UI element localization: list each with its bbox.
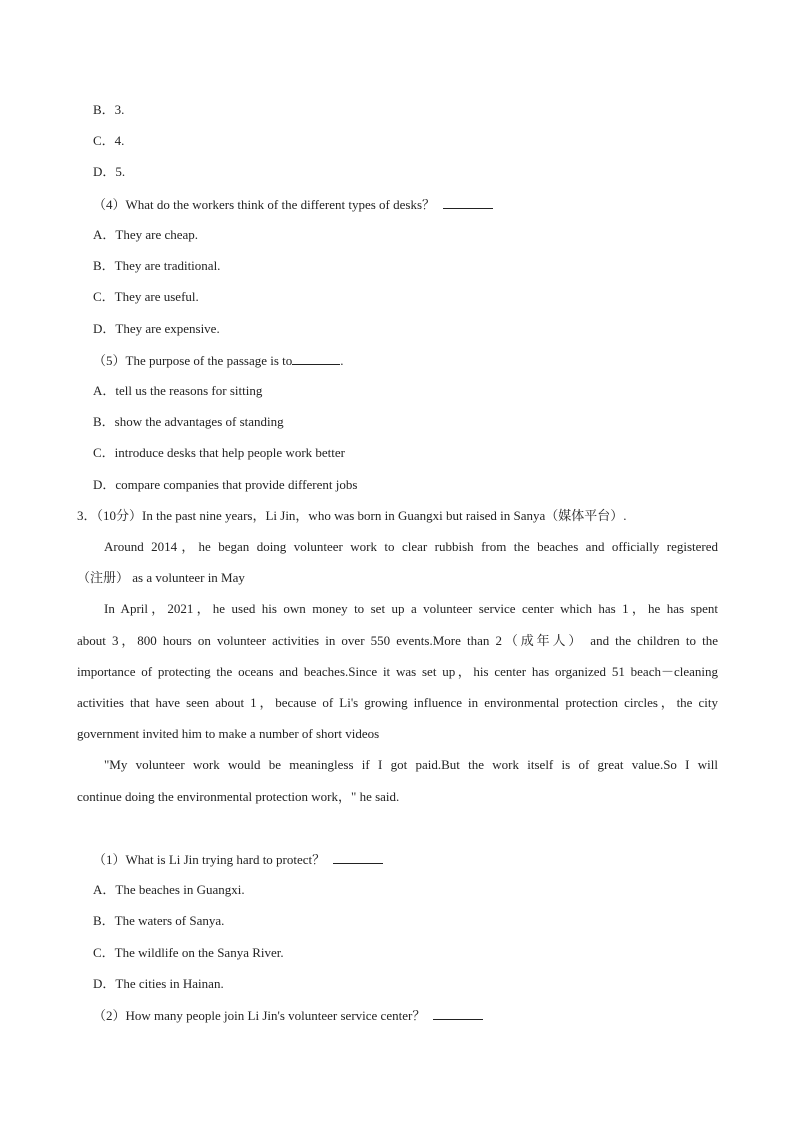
option-b: B．The waters of Sanya. — [93, 913, 225, 928]
answer-blank[interactable] — [333, 851, 383, 864]
option-c: C．They are useful. — [93, 289, 199, 304]
question-stem: （4）What do the workers think of the different types of desks？ — [93, 196, 493, 213]
option-d: D．5. — [93, 164, 126, 179]
passage-line: activities that have seen about 1，because of Li's growing influence in environmental protection circles，the city — [77, 695, 718, 710]
passage-line: （注册） as a volunteer in May — [77, 570, 245, 585]
option-d: D．The cities in Hainan. — [93, 976, 224, 991]
passage-line: "My volunteer work would be meaningless if I got paid.But the work itself is of great value.So I will — [104, 757, 718, 772]
question-stem: （5）The purpose of the passage is to . — [93, 353, 344, 368]
option-b: B．show the advantages of standing — [93, 414, 284, 429]
passage-line: about 3，800 hours on volunteer activities in over 550 events.More than 2（成年人） and the children to the — [77, 633, 718, 648]
passage-line: importance of protecting the oceans and beaches.Since it was set up，his center has organized 51 beach－cleaning — [77, 664, 718, 679]
passage-line: government invited him to make a number of short videos — [77, 726, 380, 741]
option-c: C．4. — [93, 133, 125, 148]
option-d: D．compare companies that provide different jobs — [93, 477, 358, 492]
option-a: A．The beaches in Guangxi. — [93, 882, 245, 897]
option-b: B．3. — [93, 102, 125, 117]
option-a: A．tell us the reasons for sitting — [93, 383, 263, 398]
answer-blank[interactable] — [443, 196, 493, 209]
passage-line: In April，2021，he used his own money to set up a volunteer service center which has 1，he has spent — [104, 601, 718, 616]
option-d: D．They are expensive. — [93, 321, 220, 336]
option-a: A．They are cheap. — [93, 227, 199, 242]
option-c: C．introduce desks that help people work better — [93, 445, 345, 460]
answer-blank[interactable] — [433, 1007, 483, 1020]
question-stem: （1）What is Li Jin trying hard to protect？ — [93, 851, 383, 868]
answer-blank[interactable] — [292, 352, 340, 365]
question-stem: （2）How many people join Li Jin's volunteer service center？ — [93, 1007, 483, 1024]
passage-line: Around 2014，he began doing volunteer work to clear rubbish from the beaches and officially registered — [104, 539, 718, 554]
passage-heading: 3．（10分）In the past nine years，Li Jin，who was born in Guangxi but raised in Sanya（媒体平台）. — [77, 508, 627, 523]
option-c: C．The wildlife on the Sanya River. — [93, 945, 284, 960]
passage-line: continue doing the environmental protection work，" he said. — [77, 789, 400, 804]
option-b: B．They are traditional. — [93, 258, 221, 273]
